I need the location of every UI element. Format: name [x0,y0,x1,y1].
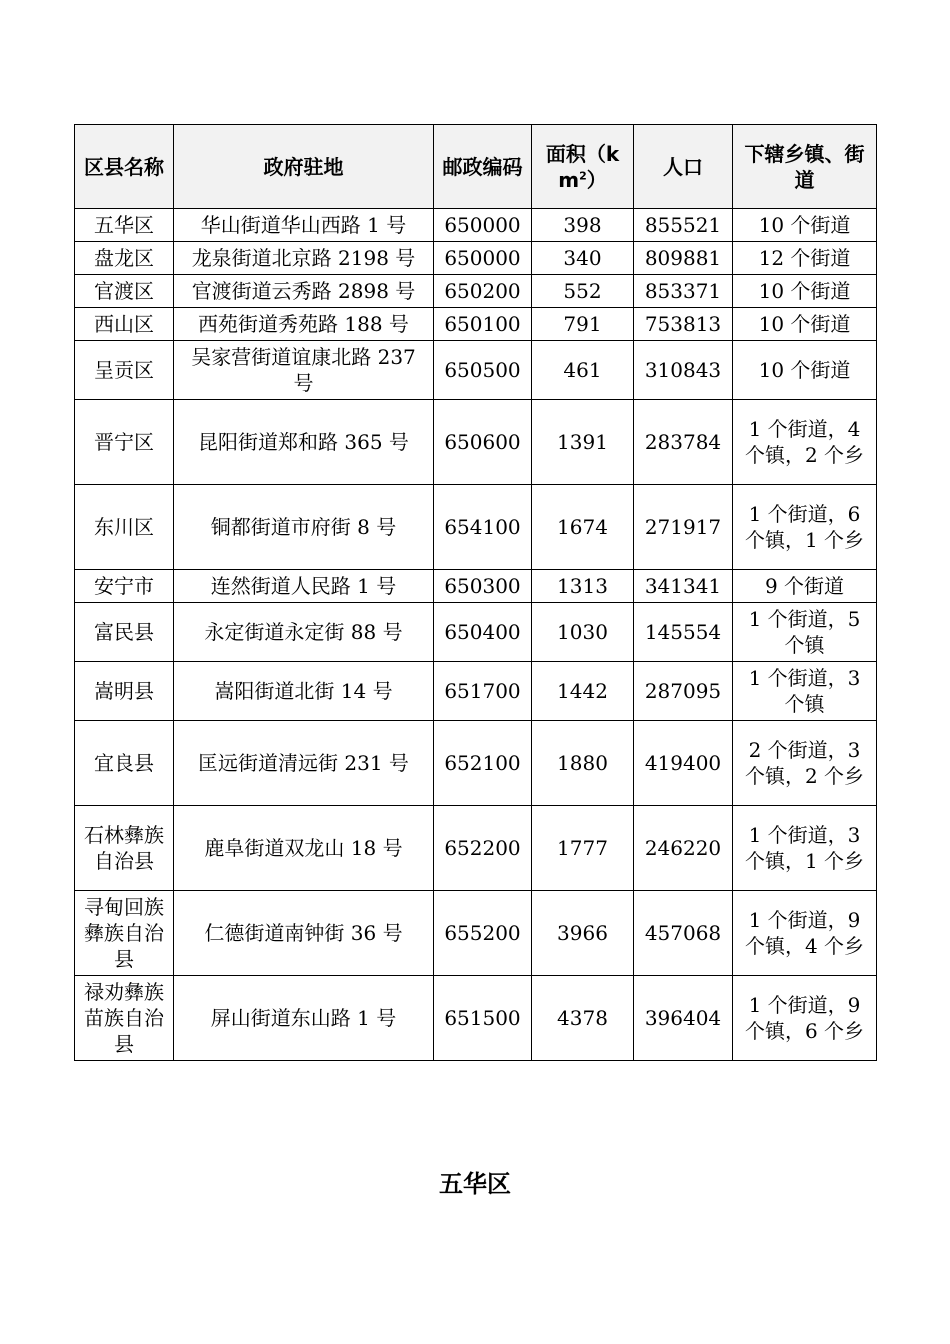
cell-postcode: 651500 [434,976,532,1061]
header-postcode: 邮政编码 [434,125,532,209]
cell-area: 340 [532,242,634,275]
cell-subdivisions: 1 个街道，6 个镇，1 个乡 [733,485,877,570]
cell-seat: 官渡街道云秀路 2898 号 [174,275,434,308]
cell-subdivisions: 1 个街道，9 个镇，4 个乡 [733,891,877,976]
table-header-row [75,125,877,209]
cell-postcode: 654100 [434,485,532,570]
table-row [75,662,877,721]
table-row [75,308,877,341]
cell-seat: 永定街道永定街 88 号 [174,603,434,662]
cell-subdivisions: 12 个街道 [733,242,877,275]
cell-area: 3966 [532,891,634,976]
cell-area: 4378 [532,976,634,1061]
cell-area: 1313 [532,570,634,603]
cell-postcode: 650000 [434,209,532,242]
header-district: 区县名称 [75,125,174,209]
cell-area: 1391 [532,400,634,485]
table-row [75,400,877,485]
table-row [75,976,877,1061]
cell-population: 283784 [634,400,733,485]
table-row [75,275,877,308]
cell-seat: 仁德街道南钟街 36 号 [174,891,434,976]
cell-district: 石林彝族自治县 [75,806,174,891]
cell-population: 341341 [634,570,733,603]
cell-district: 晋宁区 [75,400,174,485]
cell-district: 富民县 [75,603,174,662]
cell-postcode: 650400 [434,603,532,662]
cell-subdivisions: 1 个街道，3 个镇 [733,662,877,721]
cell-subdivisions: 1 个街道，5 个镇 [733,603,877,662]
cell-seat: 龙泉街道北京路 2198 号 [174,242,434,275]
header-seat: 政府驻地 [174,125,434,209]
cell-area: 791 [532,308,634,341]
cell-district: 官渡区 [75,275,174,308]
cell-subdivisions: 10 个街道 [733,209,877,242]
cell-seat: 铜都街道市府街 8 号 [174,485,434,570]
cell-postcode: 652200 [434,806,532,891]
table-row [75,806,877,891]
cell-postcode: 650200 [434,275,532,308]
cell-area: 398 [532,209,634,242]
cell-district: 五华区 [75,209,174,242]
cell-population: 853371 [634,275,733,308]
cell-area: 1777 [532,806,634,891]
cell-postcode: 650500 [434,341,532,400]
cell-subdivisions: 1 个街道，9 个镇，6 个乡 [733,976,877,1061]
cell-population: 396404 [634,976,733,1061]
cell-seat: 屏山街道东山路 1 号 [174,976,434,1061]
cell-subdivisions: 10 个街道 [733,275,877,308]
table-row [75,603,877,662]
cell-area: 1880 [532,721,634,806]
cell-seat: 嵩阳街道北街 14 号 [174,662,434,721]
cell-seat: 昆阳街道郑和路 365 号 [174,400,434,485]
cell-population: 310843 [634,341,733,400]
table-row [75,485,877,570]
cell-area: 1442 [532,662,634,721]
district-table [74,124,877,1061]
section-heading: 五华区 [439,1170,511,1198]
cell-postcode: 652100 [434,721,532,806]
cell-subdivisions: 1 个街道，4 个镇，2 个乡 [733,400,877,485]
cell-population: 753813 [634,308,733,341]
cell-subdivisions: 10 个街道 [733,341,877,400]
cell-subdivisions: 10 个街道 [733,308,877,341]
cell-population: 809881 [634,242,733,275]
cell-postcode: 650300 [434,570,532,603]
cell-postcode: 655200 [434,891,532,976]
cell-seat: 西苑街道秀苑路 188 号 [174,308,434,341]
cell-seat: 连然街道人民路 1 号 [174,570,434,603]
cell-population: 145554 [634,603,733,662]
cell-subdivisions: 2 个街道，3 个镇，2 个乡 [733,721,877,806]
table-row [75,341,877,400]
header-area-label: 面积（km [545,141,620,192]
cell-district: 盘龙区 [75,242,174,275]
cell-seat: 匡远街道清远街 231 号 [174,721,434,806]
cell-population: 457068 [634,891,733,976]
cell-seat: 鹿阜街道双龙山 18 号 [174,806,434,891]
cell-district: 东川区 [75,485,174,570]
cell-area: 461 [532,341,634,400]
cell-district: 寻甸回族彝族自治县 [75,891,174,976]
cell-population: 271917 [634,485,733,570]
cell-area: 1674 [532,485,634,570]
cell-district: 西山区 [75,308,174,341]
cell-area: 552 [532,275,634,308]
cell-postcode: 651700 [434,662,532,721]
header-area-superscript: 2 [579,168,587,182]
cell-population: 287095 [634,662,733,721]
cell-postcode: 650100 [434,308,532,341]
cell-district: 安宁市 [75,570,174,603]
cell-subdivisions: 9 个街道 [733,570,877,603]
cell-postcode: 650600 [434,400,532,485]
table-body [75,209,877,1061]
header-subdivisions: 下辖乡镇、街道 [733,125,877,209]
cell-district: 禄劝彝族苗族自治县 [75,976,174,1061]
table-row [75,242,877,275]
cell-population: 855521 [634,209,733,242]
cell-area: 1030 [532,603,634,662]
cell-population: 246220 [634,806,733,891]
cell-seat: 吴家营街道谊康北路 237 号 [174,341,434,400]
cell-district: 呈贡区 [75,341,174,400]
cell-subdivisions: 1 个街道，3 个镇，1 个乡 [733,806,877,891]
table-row [75,209,877,242]
cell-postcode: 650000 [434,242,532,275]
cell-seat: 华山街道华山西路 1 号 [174,209,434,242]
header-area [532,125,634,209]
cell-population: 419400 [634,721,733,806]
cell-district: 嵩明县 [75,662,174,721]
header-area-tail: ） [586,167,607,192]
cell-district: 宜良县 [75,721,174,806]
table-row [75,570,877,603]
header-population: 人口 [634,125,733,209]
table-row [75,891,877,976]
table-row [75,721,877,806]
